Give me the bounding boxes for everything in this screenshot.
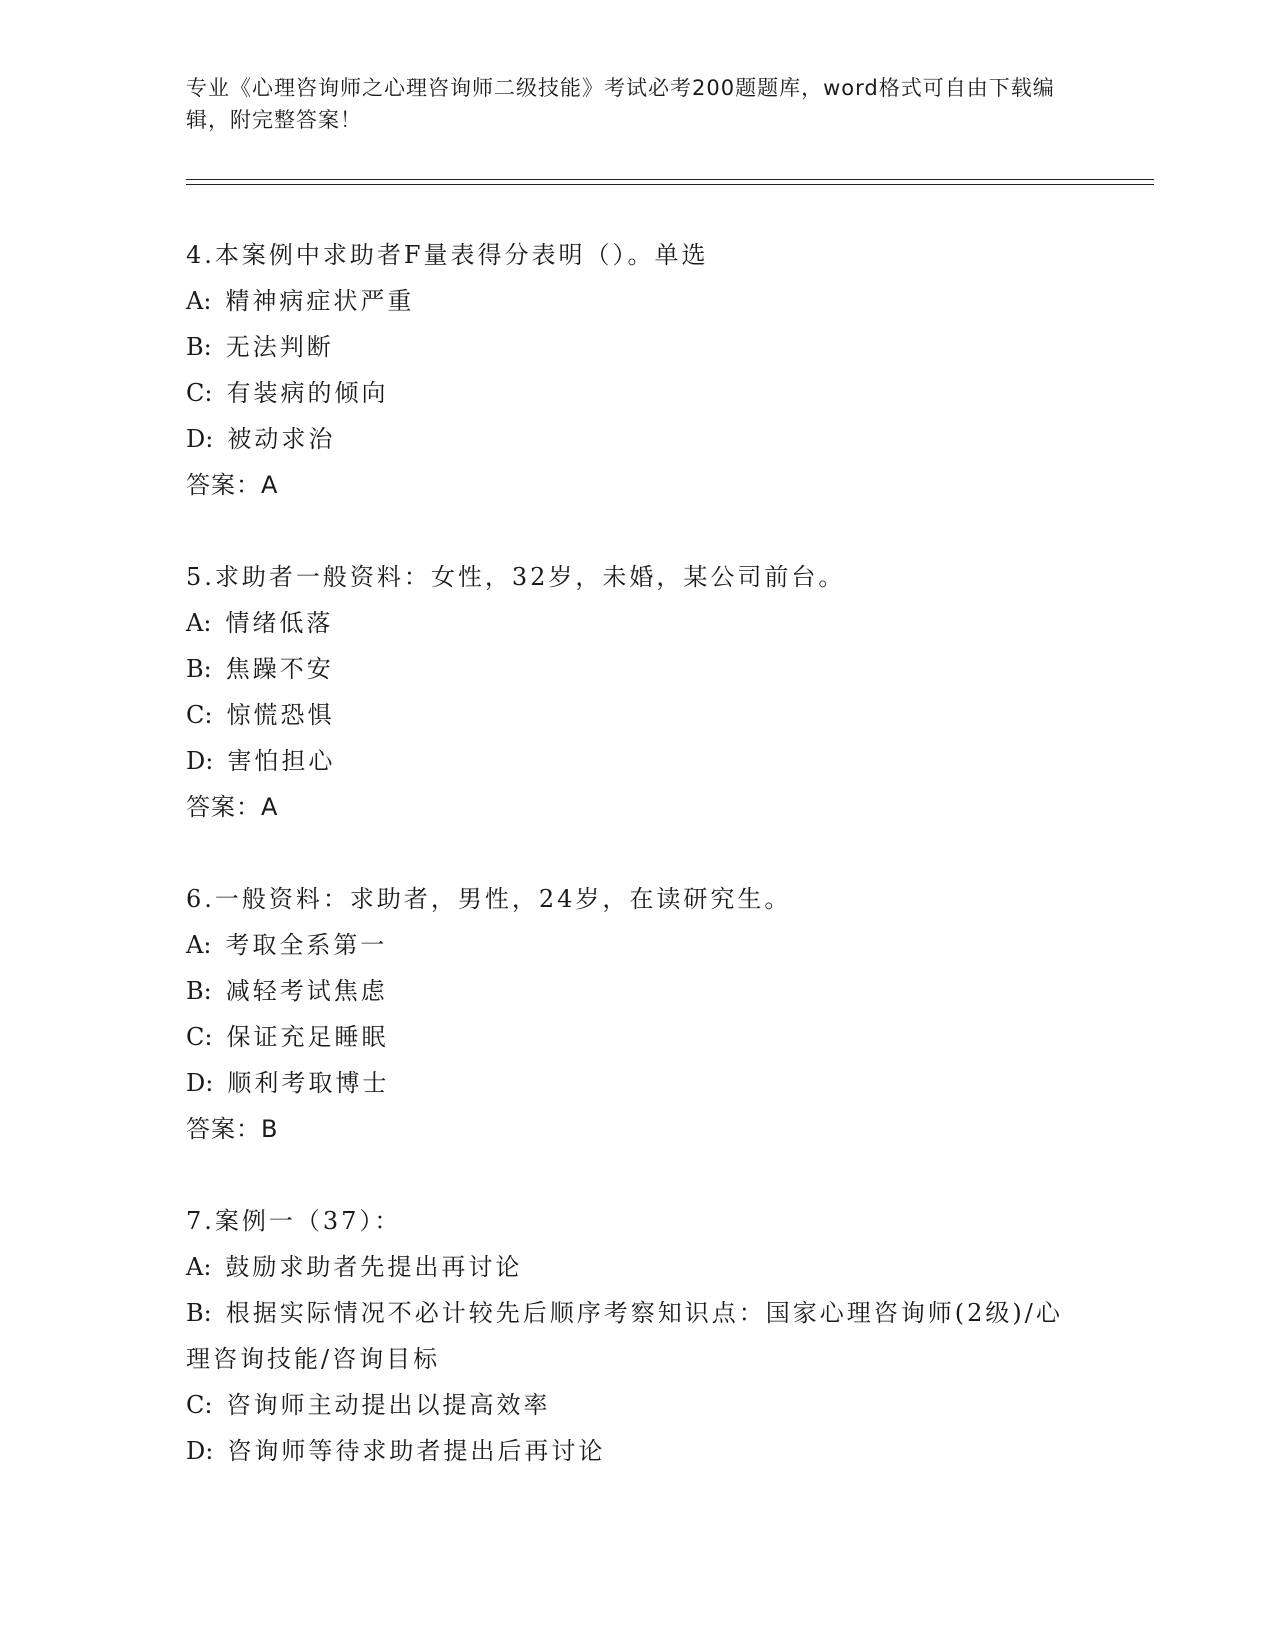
option-text: 咨询师主动提出以提高效率: [226, 1391, 551, 1419]
answer-line: 答案：B: [186, 1115, 279, 1143]
option-d: [186, 416, 1086, 462]
option-b: [186, 1290, 1086, 1382]
option-c: [186, 1382, 1086, 1428]
option-a: [186, 922, 1086, 968]
option-letter: C:: [186, 1391, 213, 1419]
option-text: 咨询师等待求助者提出后再讨论: [227, 1437, 606, 1465]
option-c: [186, 692, 1086, 738]
document-header: 专业《心理咨询师之心理咨询师二级技能》考试必考200题题库，word格式可自由下载编辑，附完整答案！: [186, 76, 1055, 132]
option-text: 被动求治: [227, 425, 336, 453]
option-text: 顺利考取博士: [227, 1069, 390, 1097]
option-letter: C:: [186, 379, 213, 407]
option-text: 保证充足睡眠: [226, 1023, 389, 1051]
question-stem: 6.一般资料：求助者，男性，24岁，在读研究生。: [186, 885, 792, 913]
question-4: [186, 232, 1086, 508]
option-text: 鼓励求助者先提出再讨论: [225, 1253, 523, 1281]
option-a: [186, 278, 1086, 324]
option-text: 根据实际情况不必计较先后顺序考察知识点：国家心理咨询师(2级)/心理咨询技能/咨询目标: [186, 1299, 1063, 1373]
option-b: [186, 646, 1086, 692]
option-text: 有装病的倾向: [226, 379, 389, 407]
option-letter: A:: [186, 287, 212, 315]
option-a: [186, 1244, 1086, 1290]
option-d: [186, 1060, 1086, 1106]
option-letter: C:: [186, 1023, 213, 1051]
option-text: 无法判断: [225, 333, 334, 361]
option-text: 情绪低落: [225, 609, 334, 637]
option-letter: D:: [186, 747, 214, 775]
option-d: [186, 738, 1086, 784]
question-stem: 5.求助者一般资料：女性，32岁，未婚，某公司前台。: [186, 563, 846, 591]
option-text: 精神病症状严重: [225, 287, 415, 315]
option-d: [186, 1428, 1086, 1474]
option-letter: B:: [186, 655, 212, 683]
option-letter: C:: [186, 701, 213, 729]
option-text: 考取全系第一: [225, 931, 388, 959]
option-b: [186, 324, 1086, 370]
option-letter: B:: [186, 333, 212, 361]
header-divider-top: [186, 179, 1154, 180]
option-letter: A:: [186, 931, 212, 959]
option-letter: B:: [186, 977, 212, 1005]
question-6: [186, 876, 1086, 1152]
option-c: [186, 1014, 1086, 1060]
question-stem: 7.案例一（37）：: [186, 1207, 402, 1235]
question-5: [186, 554, 1086, 830]
option-text: 惊慌恐惧: [226, 701, 335, 729]
answer-line: 答案：A: [186, 793, 279, 821]
option-b: [186, 968, 1086, 1014]
option-text: 焦躁不安: [225, 655, 334, 683]
answer-line: 答案：A: [186, 471, 279, 499]
option-letter: B:: [186, 1299, 212, 1327]
question-stem: 4.本案例中求助者F量表得分表明（）。单选: [186, 241, 709, 269]
question-list: [186, 232, 1086, 1520]
option-letter: D:: [186, 1437, 214, 1465]
option-letter: D:: [186, 1069, 214, 1097]
option-letter: D:: [186, 425, 214, 453]
option-text: 害怕担心: [227, 747, 336, 775]
option-a: [186, 600, 1086, 646]
option-letter: A:: [186, 609, 212, 637]
option-c: [186, 370, 1086, 416]
header-divider-bottom: [186, 184, 1154, 185]
question-7: [186, 1198, 1086, 1474]
option-text: 减轻考试焦虑: [225, 977, 388, 1005]
option-letter: A:: [186, 1253, 212, 1281]
